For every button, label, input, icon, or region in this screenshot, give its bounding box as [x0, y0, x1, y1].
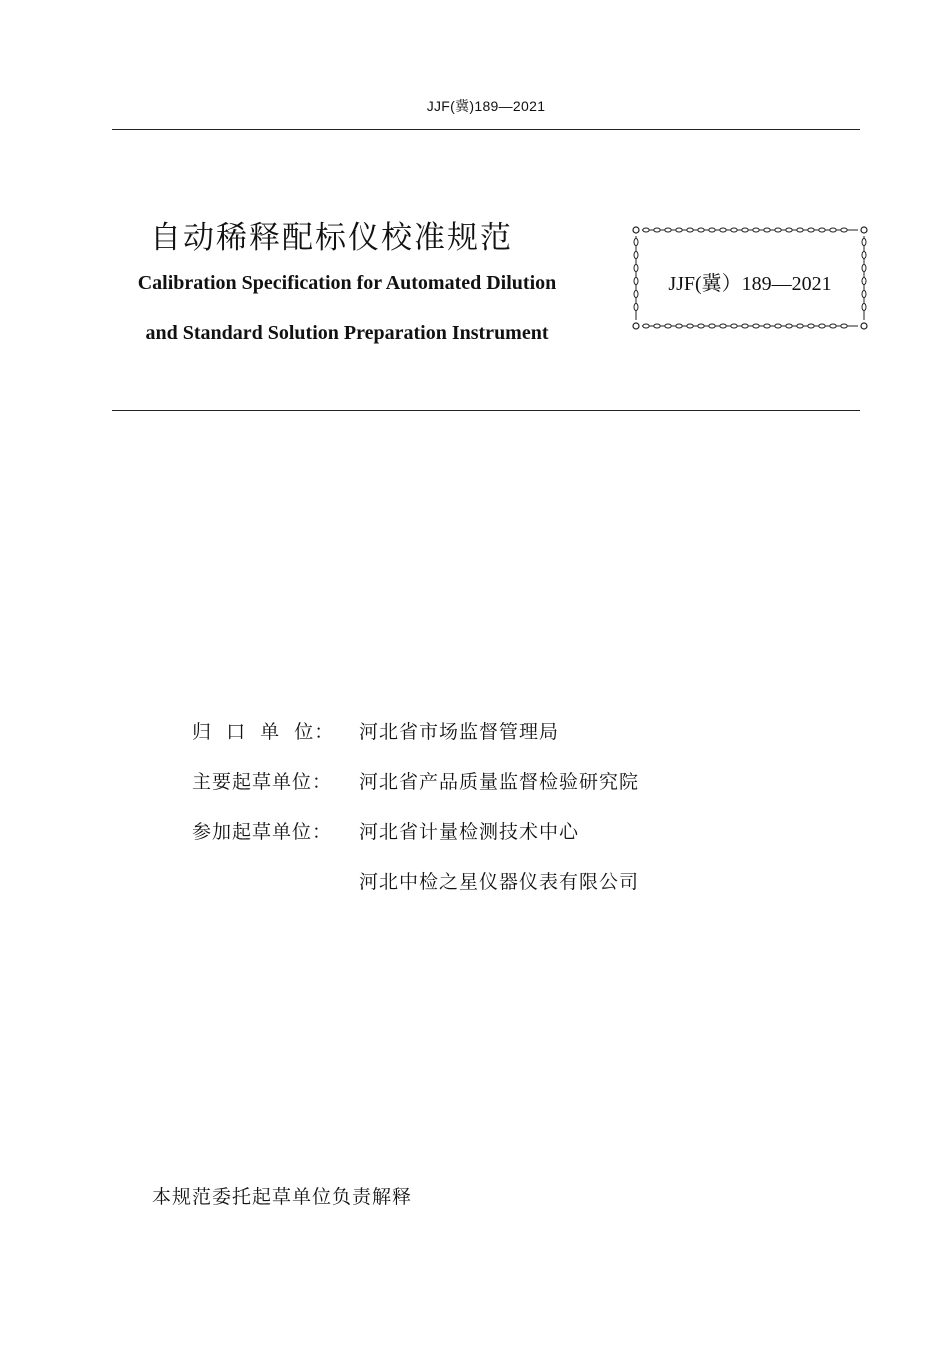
- title-divider: [112, 410, 860, 411]
- org-value: 河北省计量检测技术中心: [359, 821, 580, 843]
- org-value: 河北省产品质量监督检验研究院: [359, 771, 640, 793]
- title-chinese: 自动稀释配标仪校准规范: [150, 220, 513, 256]
- org-label: 主要起草单位：: [192, 771, 333, 793]
- standard-code-box: [632, 226, 868, 330]
- header-divider: [112, 129, 860, 130]
- title-english-line-1: Calibration Specification for Automated Dilution: [137, 272, 557, 294]
- header-standard-code: JJF(冀)189—2021: [426, 98, 546, 114]
- org-value: 河北中检之星仪器仪表有限公司: [359, 871, 640, 893]
- org-value: 河北省市场监督管理局: [359, 721, 560, 743]
- org-label: 归 口 单 位：: [192, 721, 335, 743]
- standard-code-box-text: JJF(冀）189—2021: [668, 273, 832, 295]
- title-english-line-2: and Standard Solution Preparation Instrument: [145, 322, 549, 344]
- interpretation-note: 本规范委托起草单位负责解释: [152, 1186, 413, 1208]
- org-label: 参加起草单位：: [192, 821, 333, 843]
